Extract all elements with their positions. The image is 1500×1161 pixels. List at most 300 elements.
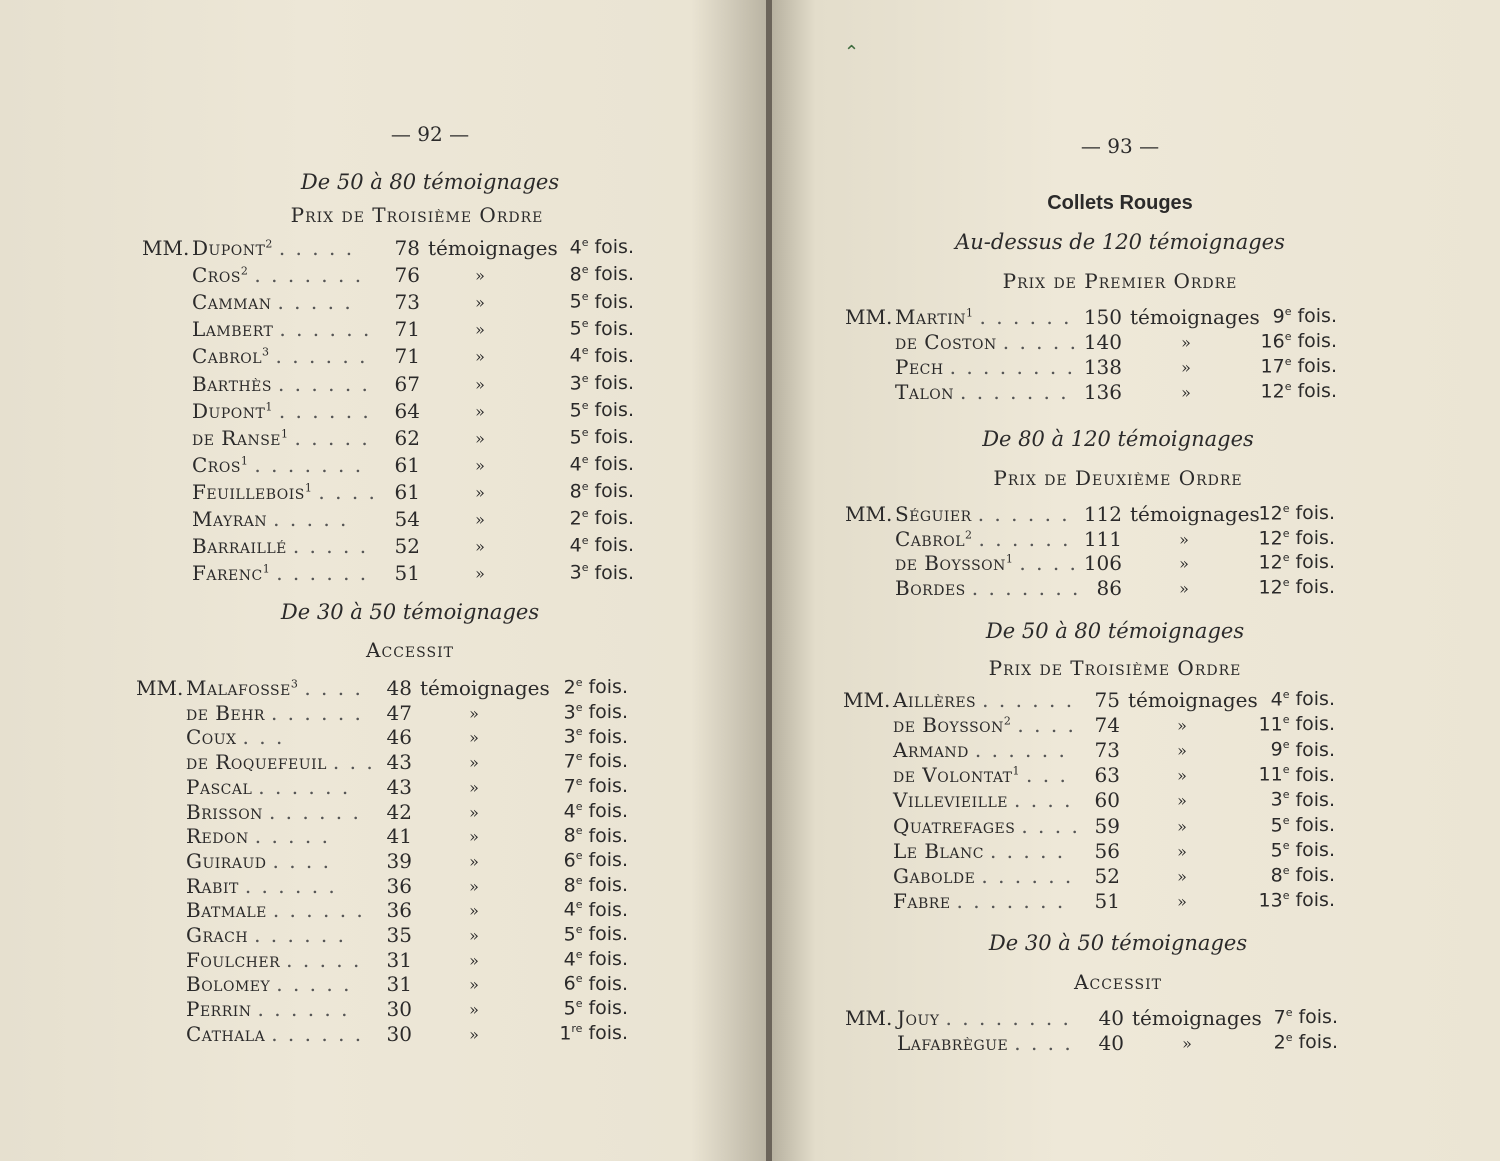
times-count bbox=[1245, 814, 1335, 836]
times-count bbox=[1248, 1031, 1338, 1053]
ditto-mark: » bbox=[475, 347, 485, 367]
person-name bbox=[893, 839, 1065, 863]
times-number: 4 bbox=[569, 534, 582, 557]
footnote-marker: 1 bbox=[240, 454, 249, 468]
leader-dots: . . . . . . . bbox=[959, 380, 1069, 404]
unit-label: témoignages bbox=[420, 676, 550, 700]
testimony-count: 138 bbox=[1083, 355, 1122, 379]
person-name bbox=[186, 923, 346, 947]
leader-dots: . . . . bbox=[318, 479, 377, 504]
list-row bbox=[0, 864, 1500, 889]
testimony-count: 36 bbox=[386, 873, 412, 898]
times-number: 5 bbox=[569, 426, 582, 449]
times-number: 2 bbox=[1273, 1030, 1286, 1053]
fois-label: fois. bbox=[1295, 788, 1335, 811]
testimony-count: 61 bbox=[394, 479, 420, 504]
times-number: 4 bbox=[1270, 688, 1283, 711]
times-number: 8 bbox=[563, 873, 576, 896]
name-text: Cros bbox=[192, 452, 241, 477]
times-number: 7 bbox=[563, 750, 576, 773]
person-name bbox=[895, 380, 1069, 404]
ordinal-suffix: e bbox=[581, 317, 589, 331]
fois-label: fois. bbox=[588, 873, 628, 896]
testimony-count: 31 bbox=[386, 947, 412, 972]
name-text: Batmale bbox=[186, 898, 267, 923]
times-number: 4 bbox=[569, 453, 582, 476]
fois-label: fois. bbox=[588, 923, 628, 946]
footnote-marker: 2 bbox=[240, 264, 249, 278]
name-text: Feuillebois bbox=[192, 479, 305, 504]
times-number: 13 bbox=[1258, 889, 1283, 912]
name-text: Talon bbox=[895, 380, 954, 404]
fois-label: fois. bbox=[588, 725, 628, 748]
fois-label: fois. bbox=[588, 997, 628, 1020]
ditto-mark: » bbox=[475, 564, 485, 584]
times-number: 9 bbox=[1272, 305, 1285, 328]
name-text: Foulcher bbox=[186, 947, 281, 972]
ditto-mark: » bbox=[475, 510, 485, 529]
ditto-mark: » bbox=[1177, 841, 1187, 861]
ordinal-suffix: e bbox=[581, 425, 589, 439]
times-count bbox=[538, 972, 628, 994]
testimony-count: 40 bbox=[1098, 1030, 1124, 1055]
times-number: 12 bbox=[1258, 526, 1283, 549]
ditto-mark: » bbox=[1177, 716, 1187, 736]
ditto-mark: » bbox=[469, 1000, 479, 1020]
name-text: de Ranse bbox=[192, 425, 282, 450]
name-text: Quatrefages bbox=[893, 813, 1016, 838]
name-text: Villevieille bbox=[893, 788, 1008, 813]
testimony-count: 40 bbox=[1098, 1006, 1124, 1030]
leader-dots: . . . . . bbox=[276, 972, 352, 997]
person-name bbox=[186, 972, 351, 996]
left-section-2-heading: De 30 à 50 témoignages bbox=[280, 600, 540, 624]
ordinal-suffix: e bbox=[575, 873, 583, 887]
person-name bbox=[893, 713, 1076, 737]
ditto-mark: » bbox=[469, 802, 479, 822]
list-row bbox=[0, 713, 1500, 738]
testimony-count: 136 bbox=[1083, 380, 1122, 404]
right-page-number: — 93 — bbox=[1080, 134, 1160, 158]
leader-dots: . . . . bbox=[304, 676, 363, 700]
fois-label: fois. bbox=[594, 480, 634, 503]
name-text: Barraillé bbox=[192, 534, 287, 559]
fois-label: fois. bbox=[588, 972, 628, 995]
name-text: Cros bbox=[192, 263, 241, 288]
ditto-mark: » bbox=[1177, 766, 1187, 786]
testimony-count: 47 bbox=[386, 700, 412, 725]
leader-dots: . . . bbox=[1026, 763, 1068, 788]
name-text: Cabrol bbox=[895, 526, 966, 551]
unit-label: témoignages bbox=[1130, 305, 1260, 329]
times-number: 5 bbox=[563, 923, 576, 946]
name-text: de Coston bbox=[895, 330, 997, 354]
testimony-count: 59 bbox=[1094, 813, 1120, 838]
honorific: MM. bbox=[142, 236, 190, 260]
fois-label: fois. bbox=[594, 263, 634, 286]
list-row bbox=[0, 738, 1500, 763]
list-row bbox=[0, 576, 1500, 601]
list-row bbox=[0, 355, 1500, 380]
left-page-number: — 92 — bbox=[390, 122, 470, 146]
person-name bbox=[186, 948, 361, 972]
fois-label: fois. bbox=[594, 561, 634, 584]
ordinal-suffix: e bbox=[1282, 838, 1290, 852]
testimony-count: 35 bbox=[386, 923, 412, 947]
testimony-count: 42 bbox=[386, 799, 412, 824]
leader-dots: . . . . . . bbox=[268, 799, 361, 824]
leader-dots: . . . . . . bbox=[271, 1021, 364, 1046]
testimony-count: 71 bbox=[394, 344, 420, 369]
times-number: 3 bbox=[563, 725, 576, 748]
testimony-count: 78 bbox=[394, 236, 420, 260]
name-text: Armand bbox=[893, 738, 969, 763]
leader-dots: . . . . . . bbox=[258, 774, 351, 799]
right-section-1-prize: Prix de Premier Ordre bbox=[1002, 269, 1238, 293]
times-number: 2 bbox=[569, 507, 582, 530]
ditto-mark: » bbox=[469, 728, 479, 748]
times-count bbox=[1245, 788, 1335, 810]
fois-label: fois. bbox=[588, 1022, 628, 1045]
footnote-marker: 1 bbox=[1012, 764, 1021, 778]
fois-label: fois. bbox=[588, 948, 628, 971]
name-text: Pascal bbox=[186, 774, 253, 799]
testimony-count: 30 bbox=[386, 997, 412, 1022]
fois-label: fois. bbox=[588, 799, 628, 822]
fois-label: fois. bbox=[1295, 713, 1335, 736]
leader-dots: . . . bbox=[242, 725, 285, 750]
ditto-mark: » bbox=[469, 950, 479, 970]
times-number: 3 bbox=[569, 561, 582, 584]
leader-dots: . . . . . . . bbox=[254, 263, 364, 288]
ordinal-suffix: e bbox=[1282, 575, 1290, 589]
ordinal-suffix: e bbox=[581, 371, 589, 385]
person-name bbox=[893, 864, 1073, 888]
fois-label: fois. bbox=[594, 371, 634, 394]
fois-label: fois. bbox=[588, 775, 628, 798]
footnote-marker: 1 bbox=[262, 562, 271, 576]
times-number: 4 bbox=[569, 236, 582, 259]
name-text: Perrin bbox=[186, 997, 252, 1022]
leader-dots: . . . . . . bbox=[244, 873, 337, 898]
name-text: Rabit bbox=[186, 873, 239, 898]
ditto-mark: » bbox=[1179, 554, 1189, 573]
times-number: 11 bbox=[1258, 763, 1283, 786]
testimony-count: 41 bbox=[386, 824, 412, 849]
name-text: Martin bbox=[895, 305, 967, 329]
person-name bbox=[893, 738, 1067, 762]
footnote-marker: 3 bbox=[262, 345, 270, 359]
name-text: Fabre bbox=[893, 888, 951, 913]
times-number: 4 bbox=[563, 799, 576, 822]
ordinal-suffix: e bbox=[1282, 713, 1290, 727]
footnote-marker: 3 bbox=[290, 677, 299, 691]
testimony-count: 56 bbox=[1094, 838, 1120, 863]
ordinal-suffix: e bbox=[575, 774, 583, 788]
testimony-count: 46 bbox=[386, 725, 412, 750]
leader-dots: . . . . . . . . bbox=[945, 1006, 1071, 1030]
ordinal-suffix: re bbox=[571, 1021, 583, 1035]
fois-label: fois. bbox=[1297, 330, 1337, 353]
unit-label: témoignages bbox=[1128, 688, 1258, 712]
name-text: Gabolde bbox=[893, 863, 976, 888]
fois-label: fois. bbox=[594, 317, 634, 340]
person-name bbox=[893, 763, 1068, 787]
leader-dots: . . . . . . bbox=[278, 398, 371, 423]
testimony-count: 54 bbox=[394, 507, 420, 531]
times-number: 2 bbox=[563, 676, 576, 699]
person-name bbox=[192, 236, 354, 260]
testimony-count: 36 bbox=[386, 898, 412, 923]
ordinal-suffix: e bbox=[1284, 305, 1292, 318]
ordinal-suffix: e bbox=[581, 534, 589, 548]
fois-label: fois. bbox=[1295, 864, 1335, 887]
ordinal-suffix: e bbox=[575, 997, 583, 1011]
ordinal-suffix: e bbox=[1282, 788, 1290, 802]
ditto-mark: » bbox=[1179, 578, 1189, 598]
ditto-mark: » bbox=[475, 293, 485, 313]
testimony-count: 67 bbox=[394, 371, 420, 396]
ordinal-suffix: e bbox=[581, 452, 589, 466]
name-text: Jouy bbox=[897, 1006, 940, 1030]
person-name bbox=[895, 576, 1080, 600]
times-count bbox=[1247, 330, 1337, 352]
ordinal-suffix: e bbox=[1282, 738, 1290, 752]
right-section-2-heading: De 80 à 120 témoignages bbox=[982, 427, 1254, 451]
times-count bbox=[544, 236, 634, 258]
leader-dots: . . . . . . bbox=[981, 863, 1074, 888]
fois-label: fois. bbox=[594, 534, 634, 557]
ditto-mark: » bbox=[1181, 333, 1191, 352]
ditto-mark: » bbox=[1177, 741, 1187, 761]
leader-dots: . . . . . . bbox=[979, 305, 1072, 329]
name-text: Lambert bbox=[192, 317, 274, 342]
right-section-4-prize: Accessit bbox=[1074, 970, 1162, 994]
times-count bbox=[1245, 889, 1335, 911]
testimony-count: 64 bbox=[394, 398, 420, 423]
leader-dots: . . . . . . bbox=[978, 526, 1071, 551]
ditto-mark: » bbox=[469, 975, 479, 995]
ditto-mark: » bbox=[469, 753, 479, 773]
name-text: Malafosse bbox=[186, 676, 291, 700]
times-number: 8 bbox=[569, 480, 582, 503]
leader-dots: . . . . bbox=[1017, 713, 1076, 738]
fois-label: fois. bbox=[588, 676, 628, 699]
testimony-count: 61 bbox=[394, 452, 420, 477]
times-number: 5 bbox=[569, 317, 582, 340]
times-count bbox=[1245, 502, 1335, 524]
times-number: 5 bbox=[1270, 813, 1283, 836]
ordinal-suffix: e bbox=[1285, 1030, 1293, 1044]
ditto-mark: » bbox=[475, 482, 485, 502]
name-text: Camman bbox=[192, 290, 272, 315]
leader-dots: . . . . . bbox=[294, 425, 370, 450]
name-text: Lafabrègue bbox=[897, 1030, 1009, 1055]
times-count bbox=[1247, 305, 1337, 327]
ditto-mark: » bbox=[469, 901, 479, 921]
fois-label: fois. bbox=[594, 426, 634, 449]
ditto-mark: » bbox=[475, 374, 485, 394]
ordinal-suffix: e bbox=[575, 947, 583, 961]
person-name bbox=[895, 551, 1078, 575]
ditto-mark: » bbox=[475, 455, 485, 475]
right-section-1-heading: Au-dessus de 120 témoignages bbox=[955, 230, 1285, 254]
footnote-marker: 1 bbox=[281, 427, 289, 441]
times-number: 6 bbox=[563, 849, 576, 872]
name-text: Farenc bbox=[192, 561, 263, 586]
person-name bbox=[192, 480, 377, 504]
testimony-count: 43 bbox=[386, 750, 412, 775]
ditto-mark: » bbox=[1177, 891, 1187, 911]
testimony-count: 63 bbox=[1094, 763, 1120, 788]
fois-label: fois. bbox=[594, 507, 634, 530]
left-section-2-prize: Accessit bbox=[366, 638, 454, 662]
honorific: MM. bbox=[843, 688, 891, 712]
left-section-1-prize: Prix de Troisième Ordre bbox=[290, 203, 544, 227]
leader-dots: . . . . bbox=[1014, 788, 1073, 813]
times-number: 6 bbox=[563, 972, 576, 995]
person-name bbox=[893, 688, 1074, 712]
times-number: 7 bbox=[1273, 1006, 1286, 1029]
times-number: 5 bbox=[569, 398, 582, 421]
times-number: 4 bbox=[563, 898, 576, 921]
ordinal-suffix: e bbox=[575, 848, 583, 862]
leader-dots: . . . . . bbox=[273, 507, 349, 531]
leader-dots: . . . . . . . bbox=[956, 888, 1066, 913]
testimony-count: 71 bbox=[394, 317, 420, 342]
leader-dots: . . . . . bbox=[278, 236, 355, 260]
ordinal-suffix: e bbox=[1284, 330, 1292, 343]
leader-dots: . . . . . . bbox=[982, 688, 1075, 712]
times-number: 16 bbox=[1260, 330, 1285, 353]
times-number: 5 bbox=[563, 997, 576, 1020]
list-row bbox=[0, 1006, 1500, 1031]
times-count bbox=[1245, 864, 1335, 886]
leader-dots: . . . . . bbox=[254, 824, 330, 849]
times-count bbox=[1245, 551, 1335, 573]
ordinal-suffix: e bbox=[1285, 1006, 1293, 1019]
ditto-mark: » bbox=[1177, 816, 1187, 836]
fois-label: fois. bbox=[1295, 502, 1335, 525]
right-section-3-prize: Prix de Troisième Ordre bbox=[988, 656, 1242, 680]
footnote-marker: 1 bbox=[1005, 552, 1014, 566]
testimony-count: 30 bbox=[386, 1021, 412, 1046]
ordinal-suffix: e bbox=[575, 898, 583, 912]
honorific: MM. bbox=[136, 676, 184, 700]
times-number: 5 bbox=[1270, 838, 1283, 861]
person-name bbox=[895, 502, 1070, 526]
ditto-mark: » bbox=[1179, 529, 1189, 549]
times-count bbox=[544, 263, 634, 285]
ordinal-suffix: e bbox=[1284, 355, 1292, 368]
footnote-marker: 1 bbox=[304, 481, 313, 495]
pencil-mark-icon: ⌃ bbox=[844, 42, 860, 63]
leader-dots: . . . . . . bbox=[279, 317, 372, 342]
times-number: 3 bbox=[1270, 788, 1283, 811]
testimony-count: 75 bbox=[1094, 688, 1120, 712]
times-number: 4 bbox=[563, 948, 576, 971]
times-number: 12 bbox=[1258, 551, 1283, 574]
fois-label: fois. bbox=[1295, 838, 1335, 861]
person-name bbox=[897, 1006, 1071, 1030]
list-row bbox=[0, 551, 1500, 576]
leader-dots: . . . . bbox=[1014, 1030, 1073, 1055]
person-name bbox=[893, 889, 1065, 913]
right-section-2-prize: Prix de Deuxième Ordre bbox=[993, 466, 1243, 490]
testimony-count: 86 bbox=[1096, 575, 1122, 600]
fois-label: fois. bbox=[594, 236, 634, 259]
times-number: 12 bbox=[1260, 380, 1285, 403]
testimony-count: 51 bbox=[1094, 888, 1120, 913]
leader-dots: . . . . bbox=[1021, 813, 1080, 838]
list-row bbox=[0, 305, 1500, 330]
ditto-mark: » bbox=[1177, 866, 1187, 886]
name-text: Cathala bbox=[186, 1021, 266, 1046]
ordinal-suffix: e bbox=[1282, 688, 1290, 701]
ditto-mark: » bbox=[469, 926, 479, 945]
honorific: MM. bbox=[845, 1006, 893, 1030]
times-number: 7 bbox=[563, 775, 576, 798]
times-number: 8 bbox=[569, 263, 582, 286]
fois-label: fois. bbox=[588, 701, 628, 724]
ordinal-suffix: e bbox=[575, 676, 583, 689]
ditto-mark: » bbox=[475, 428, 485, 448]
name-text: Aillères bbox=[893, 688, 977, 712]
times-count bbox=[1245, 688, 1335, 710]
person-name bbox=[895, 305, 1071, 329]
fois-label: fois. bbox=[1298, 1030, 1338, 1053]
fois-label: fois. bbox=[594, 290, 634, 313]
ditto-mark: » bbox=[469, 827, 479, 847]
leader-dots: . . . . . bbox=[1002, 330, 1078, 354]
times-count bbox=[1248, 1006, 1338, 1028]
testimony-count: 62 bbox=[394, 425, 420, 450]
person-name bbox=[895, 527, 1070, 551]
leader-dots: . . . . . . bbox=[272, 898, 365, 923]
ditto-mark: » bbox=[469, 1024, 479, 1044]
person-name bbox=[192, 453, 363, 477]
times-count bbox=[1245, 763, 1335, 785]
fois-label: fois. bbox=[1295, 738, 1335, 761]
list-row bbox=[0, 1031, 1500, 1056]
ordinal-suffix: e bbox=[1282, 551, 1290, 564]
honorific: MM. bbox=[845, 502, 893, 526]
org-title: Collets Rouges bbox=[1047, 192, 1193, 214]
ordinal-suffix: e bbox=[1282, 502, 1290, 515]
name-text: Barthès bbox=[192, 371, 272, 396]
person-name bbox=[192, 263, 363, 287]
ditto-mark: » bbox=[469, 777, 479, 797]
footnote-marker: 1 bbox=[265, 399, 273, 413]
times-number: 11 bbox=[1258, 713, 1283, 736]
fois-label: fois. bbox=[588, 750, 628, 773]
leader-dots: . . . . bbox=[1019, 551, 1078, 575]
leader-dots: . . . . . . bbox=[275, 344, 368, 369]
testimony-count: 76 bbox=[394, 263, 420, 288]
list-row bbox=[0, 763, 1500, 788]
times-count bbox=[538, 948, 628, 970]
fois-label: fois. bbox=[1295, 688, 1335, 711]
ditto-mark: » bbox=[469, 876, 479, 896]
ditto-mark: » bbox=[1181, 383, 1191, 402]
honorific: MM. bbox=[845, 305, 893, 329]
fois-label: fois. bbox=[1295, 889, 1335, 912]
ordinal-suffix: e bbox=[575, 725, 583, 739]
leader-dots: . . . . . . bbox=[977, 502, 1070, 526]
ditto-mark: » bbox=[475, 266, 485, 286]
ordinal-suffix: e bbox=[581, 263, 589, 277]
fois-label: fois. bbox=[1297, 380, 1337, 403]
